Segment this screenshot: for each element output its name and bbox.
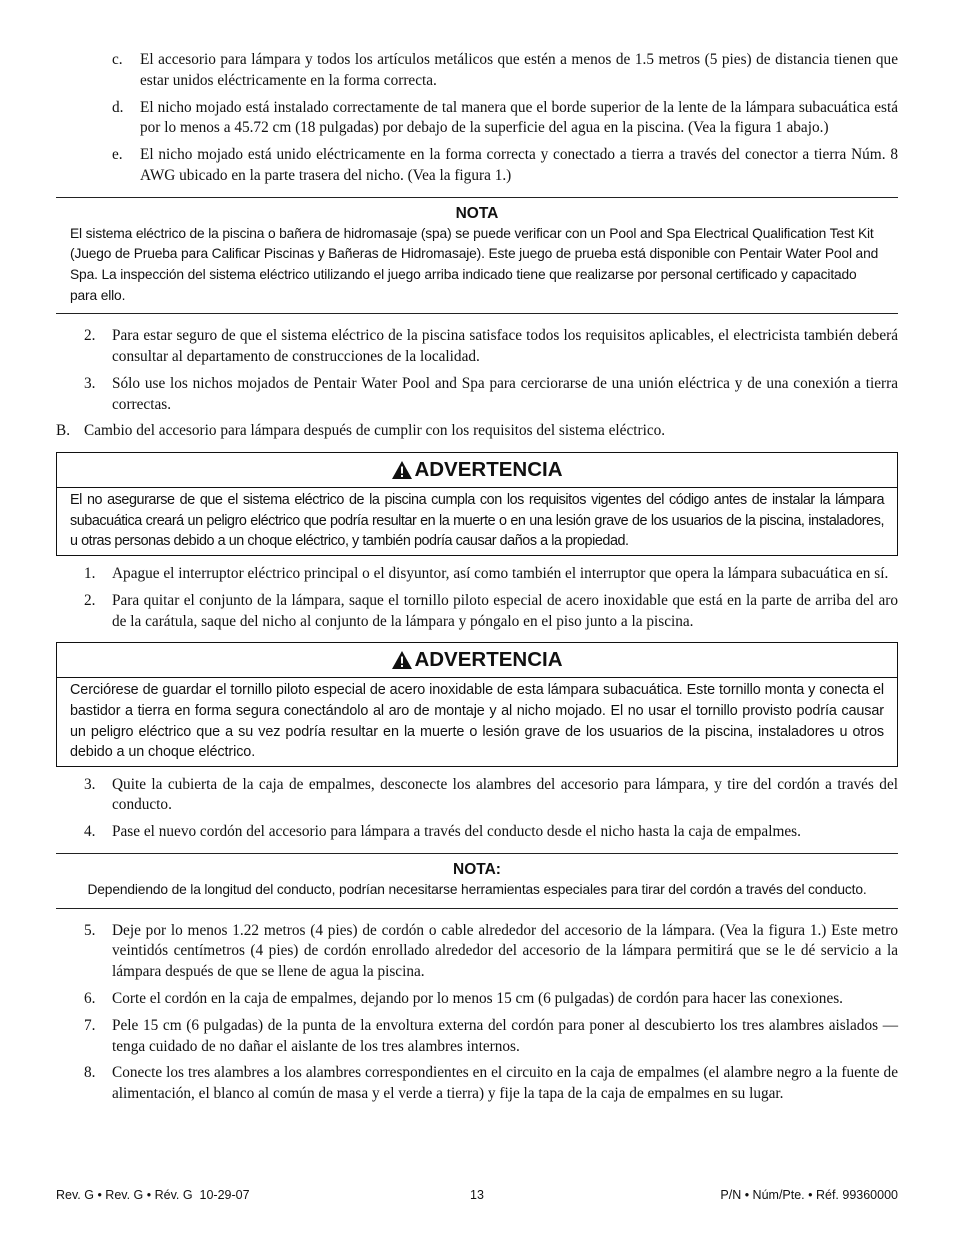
list-c [56, 775, 898, 843]
item-text: Cambio del accesorio para lámpara después de cumplir con los requisitos del sistema eléctrico. [84, 422, 666, 440]
footer-part-number: P/N • Núm/Pte. • Réf. 99360000 [720, 1188, 898, 1202]
list-top [56, 50, 898, 187]
item-label: 2. [84, 327, 96, 345]
list-item [56, 374, 898, 416]
page-content [56, 50, 898, 1111]
list-item [56, 50, 898, 92]
item-text: Para quitar el conjunto de la lámpara, saque el tornillo piloto especial de acero inoxidable que está en la parte de arriba del aro de la carátula, saque del nicho al conjunto de la lámpara y póngalo en el piso junto a la piscina. [112, 591, 898, 630]
item-text: El accesorio para lámpara y todos los artículos metálicos que estén a menos de 1.5 metros (5 pies) de distancia tienen que estar unidos eléctricamente en la forma correcta. [140, 51, 898, 89]
note-box [56, 197, 898, 314]
item-label: 3. [84, 775, 96, 793]
footer-revision: Rev. G • Rev. G • Rév. G 10-29-07 [56, 1188, 250, 1202]
list-item [56, 775, 898, 817]
note-title: NOTA [455, 204, 499, 222]
list-item [56, 564, 898, 585]
list-item [56, 145, 898, 187]
item-text: Deje por lo menos 1.22 metros (4 pies) de cordón o cable alrededor del accesorio de la lámpara. (Vea la figura 1.) Este metro veintidós centímetros (4 pies) de cordón enrollado alrededor del accesorio de la lámpara permitirá que se le dé servicio a la lámpara después de que se llene de agua la piscina. [112, 921, 898, 981]
item-label: e. [112, 146, 123, 164]
warning-header [57, 643, 897, 678]
item-text: Para estar seguro de que el sistema eléctrico de la piscina satisface todos los requisitos aplicables, el electricista también deberá consultar al departamento de construcciones de la localidad. [112, 327, 898, 365]
list-d [56, 921, 898, 1105]
item-text: El nicho mojado está unido eléctricamente en la forma correcta y conectado a tierra a través del conector a tierra Núm. 8 AWG ubicado en la parte trasera del nicho. (Vea la figura 1.) [140, 146, 898, 184]
note-body: El sistema eléctrico de la piscina o bañera de hidromasaje (spa) se puede verificar con un Pool and Spa Electrical Qualification Test Kit (Juego de Prueba para Calificar Piscinas y Bañeras de Hidromasaje). Este juego de prueba está disponible con Pentair Water Pool and Spa. La inspección del sistema eléctrico utilizando el juego arriba indicado tiene que realizarse por personal certificado y capacitado para ello. [70, 225, 879, 303]
list-item [56, 1016, 898, 1058]
item-text: Pase el nuevo cordón del accesorio para lámpara a través del conducto desde el nicho hasta la caja de empalmes. [112, 823, 801, 841]
item-text: Quite la cubierta de la caja de empalmes, desconecte los alambres del accesorio para lámpara, y tire del cordón a través del conducto. [112, 775, 898, 814]
item-label: 8. [84, 1064, 96, 1082]
item-label: 2. [84, 591, 96, 609]
list-a [56, 326, 898, 415]
warning-title: ADVERTENCIA [414, 648, 563, 672]
item-text: Apague el interruptor eléctrico principal o el disyuntor, así como también el interruptor que opera la lámpara subacuática en sí. [112, 564, 889, 582]
list-item [56, 591, 898, 633]
list-b [56, 564, 898, 632]
item-text: Pele 15 cm (6 pulgadas) de la punta de la envoltura externa del cordón para poner al descubierto los tres alambres aislados — tenga cuidado de no dañar el aislante de los tres alambres internos. [112, 1016, 898, 1055]
warning-box [56, 642, 898, 766]
list-item [56, 326, 898, 368]
warning-triangle-icon [391, 650, 413, 670]
item-text: Conecte los tres alambres a los alambres correspondientes en el circuito en la caja de empalmes (el alambre negro a la fuente de alimentación, el blanco al común de masa y el verde a tierra) y fije la tapa de la caja de empalmes en su lugar. [112, 1064, 898, 1103]
warning-body: El no asegurarse de que el sistema eléctrico de la piscina cumpla con los requisitos vigentes del código antes de instalar la lámpara subacuática creará un peligro eléctrico que podría resultar en la muerte o en una lesión grave de los usuarios de la piscina, instaladores, u otras personas debido a un choque eléctrico, y también podría causar daños a la propiedad. [70, 492, 884, 550]
item-text: El nicho mojado está instalado correctamente de tal manera que el borde superior de la lente de la lámpara subacuática está por lo menos a 45.72 cm (18 pulgadas) por debajo de la superficie del agua en la piscina. (Vea la figura 1 abajo.) [140, 98, 898, 137]
list-item [56, 98, 898, 140]
warning-triangle-icon [391, 460, 413, 480]
item-label: c. [112, 51, 123, 68]
item-label: 5. [84, 921, 96, 939]
note-body: Dependiendo de la longitud del conducto, podrían necesitarse herramientas especiales para tirar del cordón a través del conducto. [87, 882, 867, 898]
list-item [56, 989, 898, 1010]
page-number: 13 [470, 1188, 484, 1202]
item-label: 1. [84, 564, 96, 582]
list-item [56, 822, 898, 843]
list-item [56, 921, 898, 983]
page-footer [56, 1188, 898, 1202]
warning-box [56, 452, 898, 556]
item-label: B. [56, 422, 71, 440]
list-item [56, 1063, 898, 1105]
item-label: 4. [84, 823, 96, 841]
item-label: d. [112, 98, 124, 116]
section-heading-b [56, 421, 898, 442]
warning-body: Cerciórese de guardar el tornillo piloto especial de acero inoxidable de esta lámpara subacuática. Este tornillo monta y conecta el bastidor a tierra en forma segura conectándolo al aro de montaje y al nicho mojado. El no usar el tornillo provisto podría causar un peligro eléctrico que a su vez podría resultar en la muerte o lesión grave de los usuarios de la piscina, instaladores u otros debido a un choque eléctrico. [70, 682, 884, 761]
note-box [56, 853, 898, 909]
warning-title: ADVERTENCIA [414, 458, 563, 482]
item-text: Corte el cordón en la caja de empalmes, dejando por lo menos 15 cm (6 pulgadas) de cordón para hacer las conexiones. [112, 990, 844, 1008]
item-label: 7. [84, 1016, 96, 1034]
item-label: 6. [84, 990, 96, 1008]
note-title: NOTA: [453, 861, 501, 879]
warning-header [57, 453, 897, 488]
item-label: 3. [84, 374, 96, 392]
item-text: Sólo use los nichos mojados de Pentair Water Pool and Spa para cerciorarse de una unión eléctrica y de una conexión a tierra correctas. [112, 374, 898, 413]
